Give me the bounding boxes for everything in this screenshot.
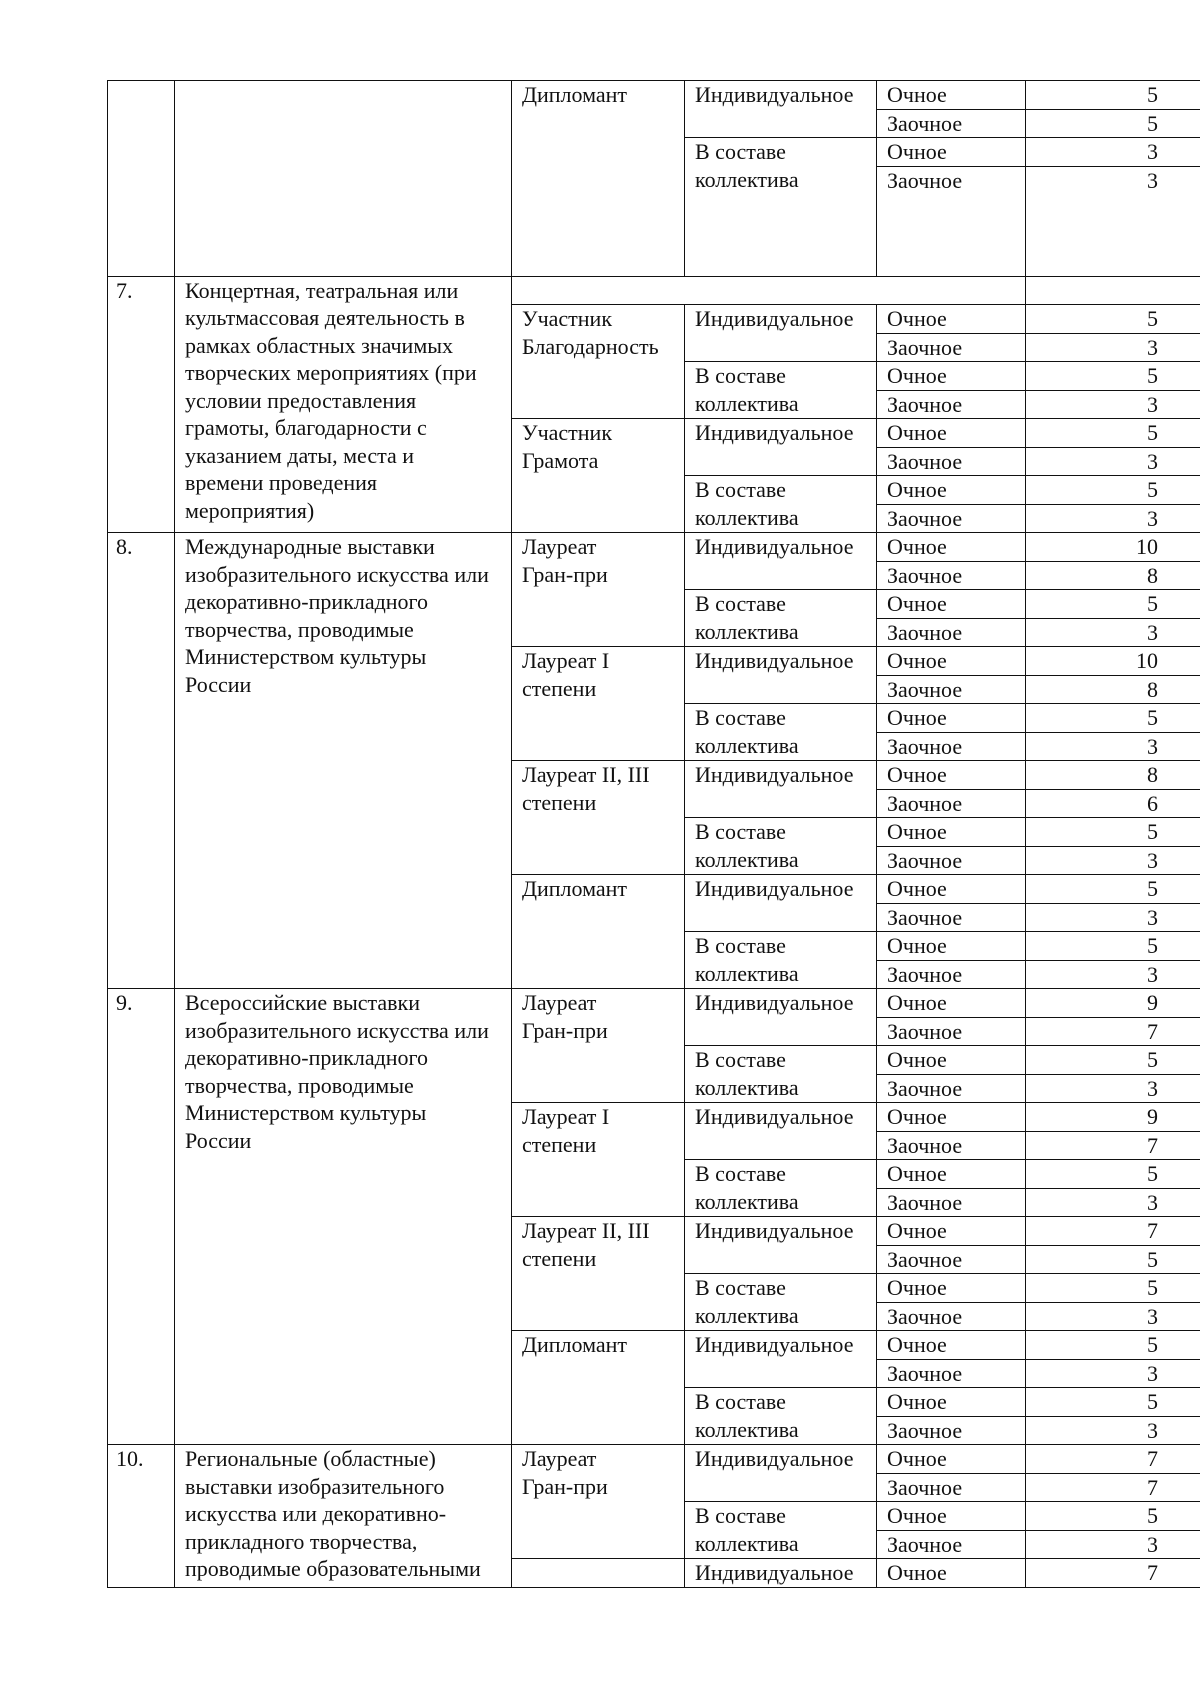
points-cell: 7 — [1026, 1131, 1200, 1160]
points-cell: 3 — [1026, 732, 1200, 761]
kind-cell: Индивидуальное — [685, 761, 877, 818]
award-cell: Лауреат Гран-при — [512, 989, 685, 1103]
kind-cell: В составе коллектива — [685, 1502, 877, 1559]
section-title: Концертная, театральная или культмассовая деятельность в рамках областных значимых творческих мероприятиях (при условии предоставления грамоты, благодарности с указанием даты, места и времени проведения мероприятия) — [175, 276, 512, 533]
mode-cell: Очное — [877, 1559, 1026, 1588]
points-cell: 3 — [1026, 1188, 1200, 1217]
points-cell: 3 — [1026, 1074, 1200, 1103]
points-cell: 5 — [1026, 362, 1200, 391]
mode-cell: Очное — [877, 81, 1026, 110]
kind-cell: Индивидуальное — [685, 1331, 877, 1388]
mode-cell: Очное — [877, 1502, 1026, 1531]
kind-cell: В составе коллектива — [685, 1046, 877, 1103]
points-cell: 9 — [1026, 1103, 1200, 1132]
kind-cell: В составе коллектива — [685, 932, 877, 989]
award-cell: Лауреат I степени — [512, 647, 685, 761]
points-cell: 5 — [1026, 704, 1200, 733]
kind-cell: В составе коллектива — [685, 1274, 877, 1331]
points-cell: 5 — [1026, 419, 1200, 448]
award-cell: Дипломант — [512, 81, 685, 277]
mode-cell: Заочное — [877, 447, 1026, 476]
empty-cell — [1026, 276, 1200, 305]
points-cell: 10 — [1026, 533, 1200, 562]
section-title: Региональные (областные) выставки изобразительного искусства или декоративно- прикладного творчества, проводимые образовательными — [175, 1445, 512, 1588]
empty-cell — [512, 276, 1026, 305]
points-cell: 8 — [1026, 561, 1200, 590]
mode-cell: Заочное — [877, 1188, 1026, 1217]
points-cell: 6 — [1026, 789, 1200, 818]
section-number: 9. — [108, 989, 175, 1445]
points-cell: 3 — [1026, 846, 1200, 875]
mode-cell: Очное — [877, 1388, 1026, 1417]
mode-cell: Заочное — [877, 1359, 1026, 1388]
award-cell: Лауреат Гран-при — [512, 1445, 685, 1559]
mode-cell: Заочное — [877, 1131, 1026, 1160]
kind-cell: В составе коллектива — [685, 362, 877, 419]
points-cell: 5 — [1026, 1046, 1200, 1075]
document-page — [107, 80, 1200, 1588]
mode-cell: Заочное — [877, 1245, 1026, 1274]
mode-cell: Очное — [877, 818, 1026, 847]
mode-cell: Очное — [877, 138, 1026, 167]
mode-cell: Заочное — [877, 561, 1026, 590]
scores-table — [107, 80, 1200, 1588]
points-cell: 3 — [1026, 903, 1200, 932]
award-cell: Лауреат II, III степени — [512, 1217, 685, 1331]
mode-cell: Очное — [877, 761, 1026, 790]
points-cell: 9 — [1026, 989, 1200, 1018]
mode-cell: Заочное — [877, 732, 1026, 761]
points-cell: 10 — [1026, 647, 1200, 676]
award-cell: Лауреат II, III степени — [512, 761, 685, 875]
section-title: Всероссийские выставки изобразительного искусства или декоративно-прикладного творчества, проводимые Министерством культуры России — [175, 989, 512, 1445]
table-row — [108, 989, 1200, 1018]
award-cell: Лауреат I степени — [512, 1103, 685, 1217]
points-cell: 3 — [1026, 1530, 1200, 1559]
points-cell: 5 — [1026, 1245, 1200, 1274]
kind-cell: Индивидуальное — [685, 419, 877, 476]
mode-cell: Заочное — [877, 1074, 1026, 1103]
mode-cell: Очное — [877, 305, 1026, 334]
kind-cell: Индивидуальное — [685, 1445, 877, 1502]
points-cell: 5 — [1026, 932, 1200, 961]
section-number: 8. — [108, 533, 175, 989]
mode-cell: Очное — [877, 533, 1026, 562]
mode-cell: Очное — [877, 1160, 1026, 1189]
kind-cell: Индивидуальное — [685, 81, 877, 138]
points-cell: 7 — [1026, 1217, 1200, 1246]
points-cell: 3 — [1026, 960, 1200, 989]
mode-cell: Заочное — [877, 960, 1026, 989]
section-number: 7. — [108, 276, 175, 533]
award-cell: Участник Благодарность — [512, 305, 685, 419]
mode-cell: Заочное — [877, 789, 1026, 818]
kind-cell: В составе коллектива — [685, 1160, 877, 1217]
points-cell: 8 — [1026, 761, 1200, 790]
points-cell: 5 — [1026, 590, 1200, 619]
kind-cell: Индивидуальное — [685, 875, 877, 932]
mode-cell: Очное — [877, 476, 1026, 505]
points-cell: 3 — [1026, 618, 1200, 647]
number-cell — [108, 81, 175, 277]
points-cell: 5 — [1026, 476, 1200, 505]
award-cell: Дипломант — [512, 1331, 685, 1445]
points-cell: 3 — [1026, 1416, 1200, 1445]
kind-cell: Индивидуальное — [685, 533, 877, 590]
mode-cell: Очное — [877, 590, 1026, 619]
mode-cell: Заочное — [877, 504, 1026, 533]
points-cell: 3 — [1026, 138, 1200, 167]
points-cell: 7 — [1026, 1017, 1200, 1046]
mode-cell: Очное — [877, 932, 1026, 961]
award-cell: Дипломант — [512, 875, 685, 989]
points-cell: 3 — [1026, 1302, 1200, 1331]
points-cell: 5 — [1026, 1274, 1200, 1303]
kind-cell: В составе коллектива — [685, 138, 877, 277]
points-cell: 3 — [1026, 504, 1200, 533]
kind-cell: В составе коллектива — [685, 818, 877, 875]
points-cell: 5 — [1026, 1388, 1200, 1417]
kind-cell: Индивидуальное — [685, 647, 877, 704]
mode-cell: Заочное — [877, 1302, 1026, 1331]
award-cell: Лауреат Гран-при — [512, 533, 685, 647]
kind-cell: В составе коллектива — [685, 476, 877, 533]
mode-cell: Очное — [877, 989, 1026, 1018]
points-cell: 7 — [1026, 1473, 1200, 1502]
section-number: 10. — [108, 1445, 175, 1588]
mode-cell: Очное — [877, 647, 1026, 676]
kind-cell: В составе коллектива — [685, 704, 877, 761]
table-row — [108, 1445, 1200, 1474]
points-cell: 5 — [1026, 81, 1200, 110]
points-cell: 5 — [1026, 875, 1200, 904]
mode-cell: Очное — [877, 419, 1026, 448]
points-cell: 3 — [1026, 390, 1200, 419]
mode-cell: Заочное — [877, 903, 1026, 932]
points-cell: 5 — [1026, 1331, 1200, 1360]
kind-cell: В составе коллектива — [685, 1388, 877, 1445]
mode-cell: Очное — [877, 362, 1026, 391]
points-cell: 3 — [1026, 333, 1200, 362]
kind-cell: Индивидуальное — [685, 989, 877, 1046]
mode-cell: Заочное — [877, 1473, 1026, 1502]
mode-cell: Заочное — [877, 1530, 1026, 1559]
mode-cell: Очное — [877, 704, 1026, 733]
mode-cell: Очное — [877, 1274, 1026, 1303]
points-cell: 7 — [1026, 1445, 1200, 1474]
award-cell — [512, 1559, 685, 1588]
mode-cell: Заочное — [877, 675, 1026, 704]
points-cell: 5 — [1026, 305, 1200, 334]
table-row — [108, 81, 1200, 110]
kind-cell: Индивидуальное — [685, 1217, 877, 1274]
kind-cell: Индивидуальное — [685, 1559, 877, 1588]
mode-cell: Заочное — [877, 1416, 1026, 1445]
mode-cell: Заочное — [877, 333, 1026, 362]
mode-cell: Заочное — [877, 846, 1026, 875]
mode-cell: Очное — [877, 1046, 1026, 1075]
mode-cell: Заочное — [877, 390, 1026, 419]
kind-cell: Индивидуальное — [685, 305, 877, 362]
points-cell: 5 — [1026, 109, 1200, 138]
points-cell: 5 — [1026, 1160, 1200, 1189]
mode-cell: Очное — [877, 1445, 1026, 1474]
mode-cell: Очное — [877, 1331, 1026, 1360]
mode-cell: Заочное — [877, 1017, 1026, 1046]
kind-cell: В составе коллектива — [685, 590, 877, 647]
mode-cell: Заочное — [877, 618, 1026, 647]
table-row — [108, 533, 1200, 562]
points-cell: 7 — [1026, 1559, 1200, 1588]
mode-cell: Очное — [877, 1217, 1026, 1246]
points-cell: 5 — [1026, 1502, 1200, 1531]
section-title — [175, 81, 512, 277]
section-title: Международные выставки изобразительного искусства или декоративно-прикладного творчества, проводимые Министерством культуры России — [175, 533, 512, 989]
points-cell: 3 — [1026, 166, 1200, 276]
mode-cell: Очное — [877, 1103, 1026, 1132]
points-cell: 5 — [1026, 818, 1200, 847]
kind-cell: Индивидуальное — [685, 1103, 877, 1160]
award-cell: Участник Грамота — [512, 419, 685, 533]
mode-cell: Заочное — [877, 166, 1026, 276]
mode-cell: Очное — [877, 875, 1026, 904]
points-cell: 3 — [1026, 1359, 1200, 1388]
points-cell: 3 — [1026, 447, 1200, 476]
points-cell: 8 — [1026, 675, 1200, 704]
mode-cell: Заочное — [877, 109, 1026, 138]
